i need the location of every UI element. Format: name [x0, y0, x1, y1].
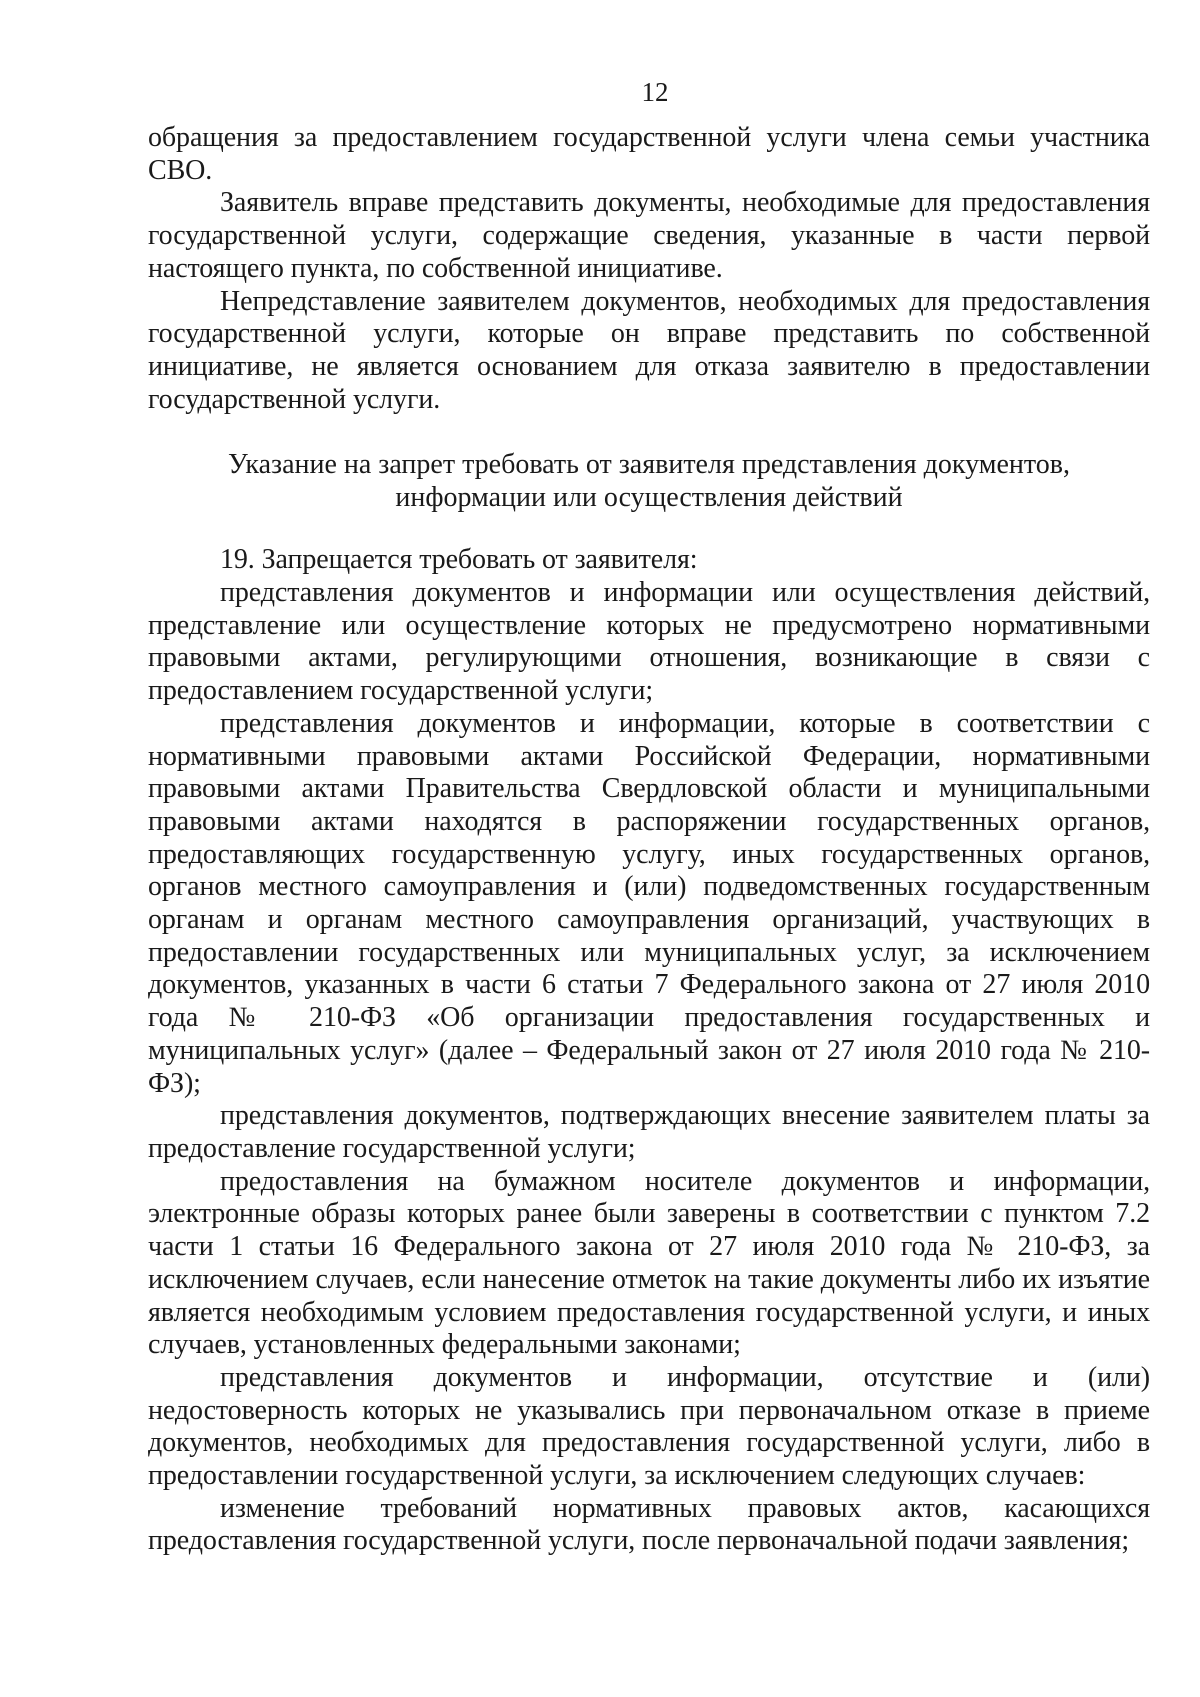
paragraph: Непредставление заявителем документов, необходимых для предоставления государственной услуги, которые он вправе представить по собственной инициативе, не является основанием для отказа заявителю в предоставлении государственной услуги.	[148, 285, 1150, 415]
paragraph: представления документов и информации, отсутствие и (или) недостоверность которых не указывались при первоначальном отказе в приеме документов, необходимых для предоставления государственной услуги, либо в предоставлении государственной услуги, за исключением следующих случаев:	[148, 1361, 1150, 1492]
paragraph: предоставления на бумажном носителе документов и информации, электронные образы которых ранее были заверены в соответствии с пунктом 7.2 части 1 статьи 16 Федерального закона от 27 июля 2010 года № 210-ФЗ, за исключением случаев, если нанесение отметок на такие документы либо их изъятие является необходимым условием предоставления государственной услуги, и иных случаев, установленных федеральными законами;	[148, 1165, 1150, 1361]
paragraph: Заявитель вправе представить документы, необходимые для предоставления государственной услуги, содержащие сведения, указанные в части первой настоящего пункта, по собственной инициативе.	[148, 187, 1150, 284]
paragraph: представления документов и информации, которые в соответствии с нормативными правовыми актами Российской Федерации, нормативными правовыми актами Правительства Свердловской области и муниципальными правовыми актами находятся в распоряжении государственных органов, предоставляющих государственную услугу, иных государственных органов, органов местного самоуправления и (или) подведомственных государственным органам и органам местного самоуправления организаций, участвующих в предоставлении государственных или муниципальных услуг, за исключением документов, указанных в части 6 статьи 7 Федерального закона от 27 июля 2010 года № 210-ФЗ «Об организации предоставления государственных и муниципальных услуг» (далее – Федеральный закон от 27 июля 2010 года № 210-ФЗ);	[148, 707, 1150, 1099]
paragraph: изменение требований нормативных правовых актов, касающихся предоставления государственной услуги, после первоначальной подачи заявления;	[148, 1492, 1150, 1557]
section-heading-line: информации или осуществления действий	[395, 482, 903, 514]
paragraph: 19. Запрещается требовать от заявителя:	[220, 544, 698, 576]
section-heading-line: Указание на запрет требовать от заявителя представления документов,	[228, 449, 1070, 481]
section-heading	[148, 416, 1150, 544]
page-number: 12	[641, 77, 669, 107]
paragraph: представления документов и информации или осуществления действий, представление или осуществление которых не предусмотрено нормативными правовыми актами, регулирующими отношения, возникающие в связи с предоставлением государственной услуги;	[148, 577, 1150, 707]
paragraph: обращения за предоставлением государственной услуги члена семьи участника СВО.	[148, 122, 1150, 186]
paragraph: представления документов, подтверждающих внесение заявителем платы за предоставление государственной услуги;	[148, 1100, 1150, 1164]
document-body	[148, 122, 1150, 1558]
